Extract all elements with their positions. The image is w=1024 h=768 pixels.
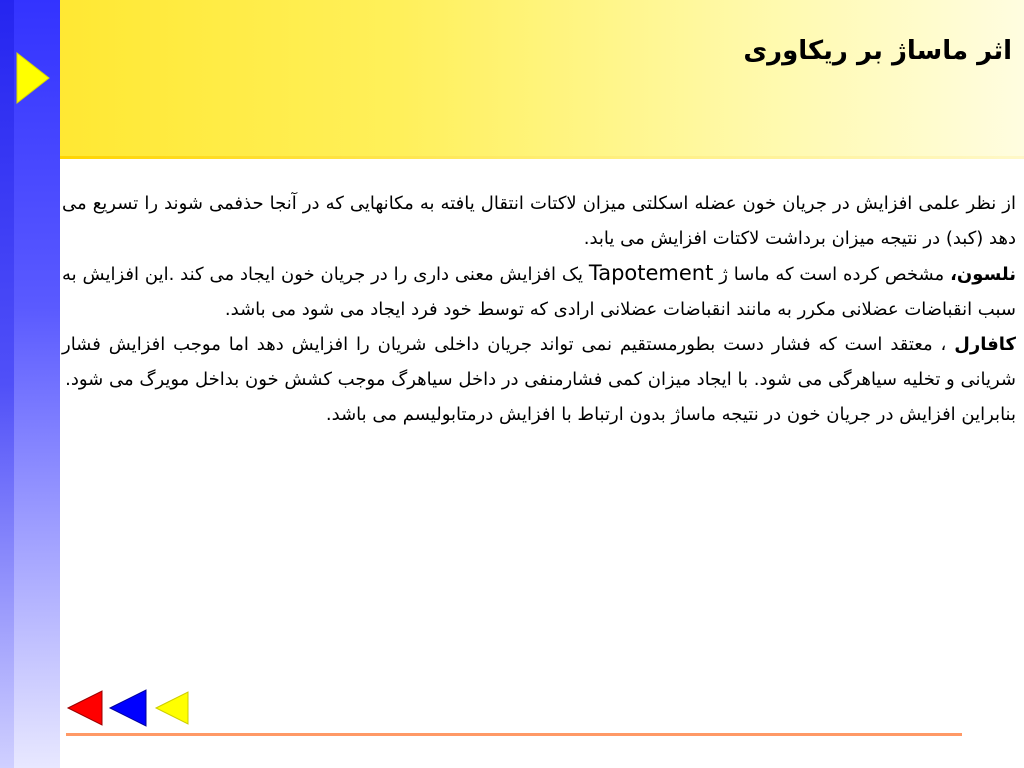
title-banner	[60, 0, 1024, 158]
triangle-left-red-icon[interactable]	[68, 691, 102, 725]
bottom-divider	[66, 733, 962, 736]
paragraph-2	[62, 256, 1016, 327]
paragraph-4: بنابراین افزایش در جریان خون در نتیجه ماساژ بدون ارتباط با افزایش درمتابولیسم می باشد.	[325, 404, 1016, 425]
paragraph-2-text-b: یک افزایش معنی داری را در جریان خون ایجاد می کند .این افزایش به سبب انقباضات عضلانی مکرر به مانند انقباضات عضلانی ارادی که توسط خود فرد ایجاد می شود می باشد.	[62, 264, 1016, 320]
left-sidebar	[0, 0, 60, 768]
paragraph-3-text: ، معتقد است که فشار دست بطورمستقیم نمی تواند جریان داخلی شریان را افزایش دهد اما موجب افزایش فشار شریانی و تخلیه سیاهرگی می شود. با ایجاد میزان کمی فشارمنفی در داخل سیاهرگ موجب کشش خون بداخل مویرگ می شود.	[62, 334, 1016, 390]
paragraph-1: از نظر علمی افزایش در جریان خون عضله اسکلتی میزان لاکتات انتقال یافته به مکانهایی که در آنجا حذفمی شوند را تسریع می دهد (کبد) در نتیجه میزان برداشت لاکتات افزایش می یابد.	[62, 193, 1016, 249]
triangle-right-icon	[16, 52, 50, 104]
triangle-left-yellow-icon[interactable]	[156, 692, 188, 724]
technique-term: Tapotement	[588, 261, 714, 285]
paragraph-2-text-a: مشخص کرده است که ماسا ژ	[719, 264, 951, 285]
slide-body	[62, 186, 1016, 432]
header-divider	[60, 156, 1024, 159]
slide-title: اثر ماساژ بر ریکاوری	[743, 36, 1012, 66]
paragraph-3	[62, 327, 1016, 397]
author-name-kafarel: کافارل	[954, 334, 1016, 355]
slide-navigation	[66, 688, 190, 728]
sidebar-strip	[0, 0, 14, 768]
triangle-left-blue-icon[interactable]	[110, 690, 146, 726]
author-name-nelson: نلسون،	[950, 264, 1016, 285]
